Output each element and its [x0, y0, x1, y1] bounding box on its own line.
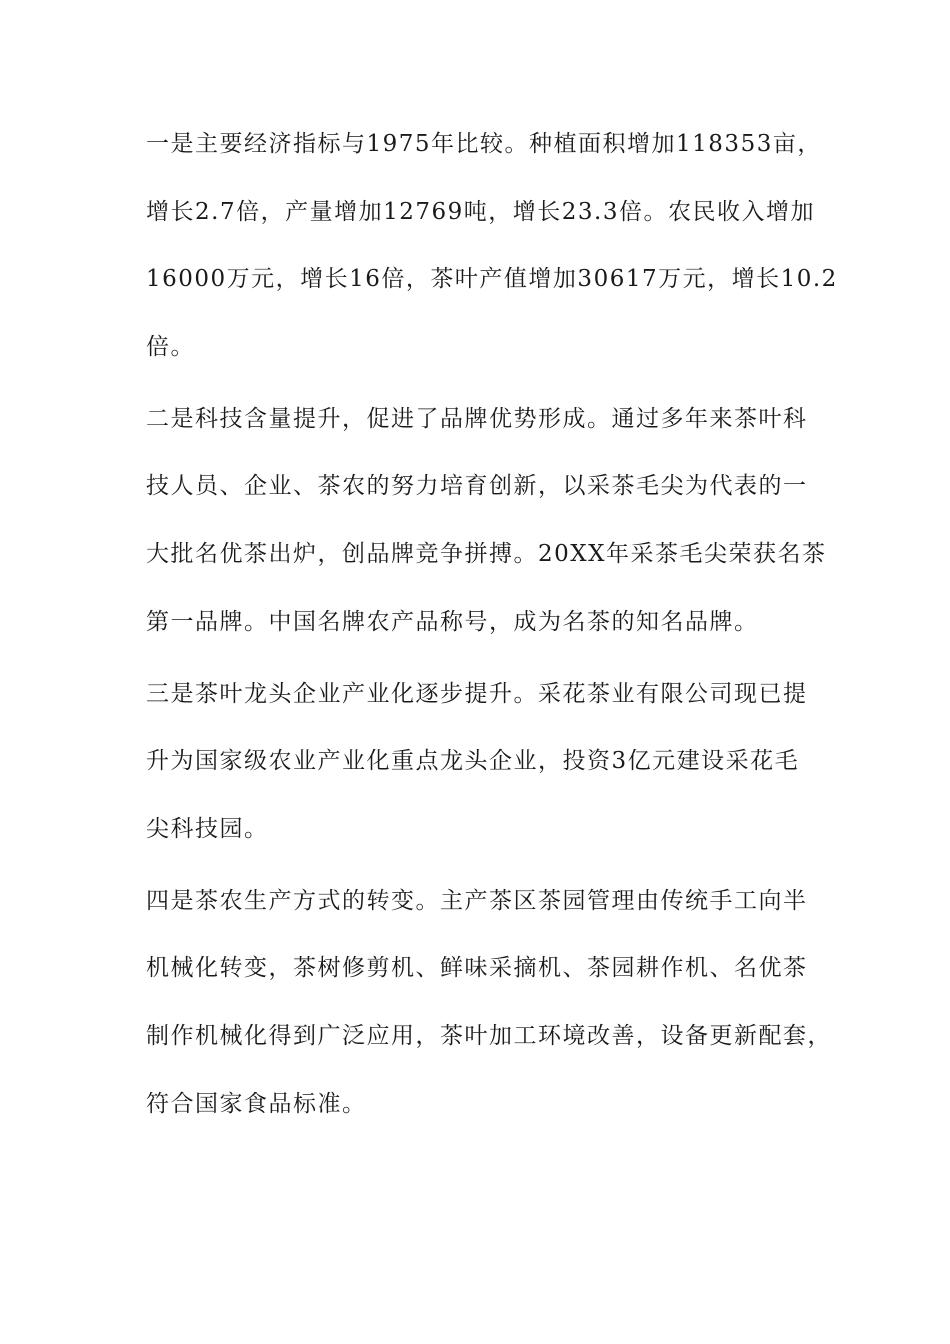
text-line: 尖科技园。	[146, 815, 269, 842]
text-line: 二是科技含量提升，促进了品牌优势形成。通过多年来茶叶科	[146, 405, 808, 432]
text-line: 四是茶农生产方式的转变。主产茶区茶园管理由传统手工向半	[146, 887, 808, 914]
text-line: 增长2.7倍，产量增加12769吨，增长23.3倍。农民收入增加	[146, 198, 815, 225]
text-line: 倍。	[146, 333, 195, 360]
paragraph-leading-enterprise	[146, 679, 812, 886]
text-line: 制作机械化得到广泛应用，茶叶加工环境改善，设备更新配套，	[146, 1022, 832, 1049]
text-line: 符合国家食品标准。	[146, 1090, 367, 1117]
text-line: 技人员、企业、茶农的努力培育创新，以采茶毛尖为代表的一	[146, 473, 808, 500]
text-line: 三是茶叶龙头企业产业化逐步提升。采花茶业有限公司现已提	[146, 680, 808, 707]
text-line: 大批名优茶出炉，创品牌竞争拼搏。20XX年采茶毛尖荣获名茶	[146, 540, 827, 567]
paragraph-technology-brand	[146, 404, 827, 679]
document-body	[146, 129, 838, 1156]
text-line: 第一品牌。中国名牌农产品称号，成为名茶的知名品牌。	[146, 608, 759, 635]
paragraph-economic-indicators	[146, 129, 838, 404]
paragraph-production-mode	[146, 886, 832, 1156]
text-line: 16000万元，增长16倍，茶叶产值增加30617万元，增长10.2	[146, 266, 838, 293]
text-line: 升为国家级农业产业化重点龙头企业，投资3亿元建设采花毛	[146, 748, 800, 775]
text-line: 机械化转变，茶树修剪机、鲜味采摘机、茶园耕作机、名优茶	[146, 955, 808, 982]
text-line: 一是主要经济指标与1975年比较。种植面积增加118353亩，	[146, 131, 822, 157]
